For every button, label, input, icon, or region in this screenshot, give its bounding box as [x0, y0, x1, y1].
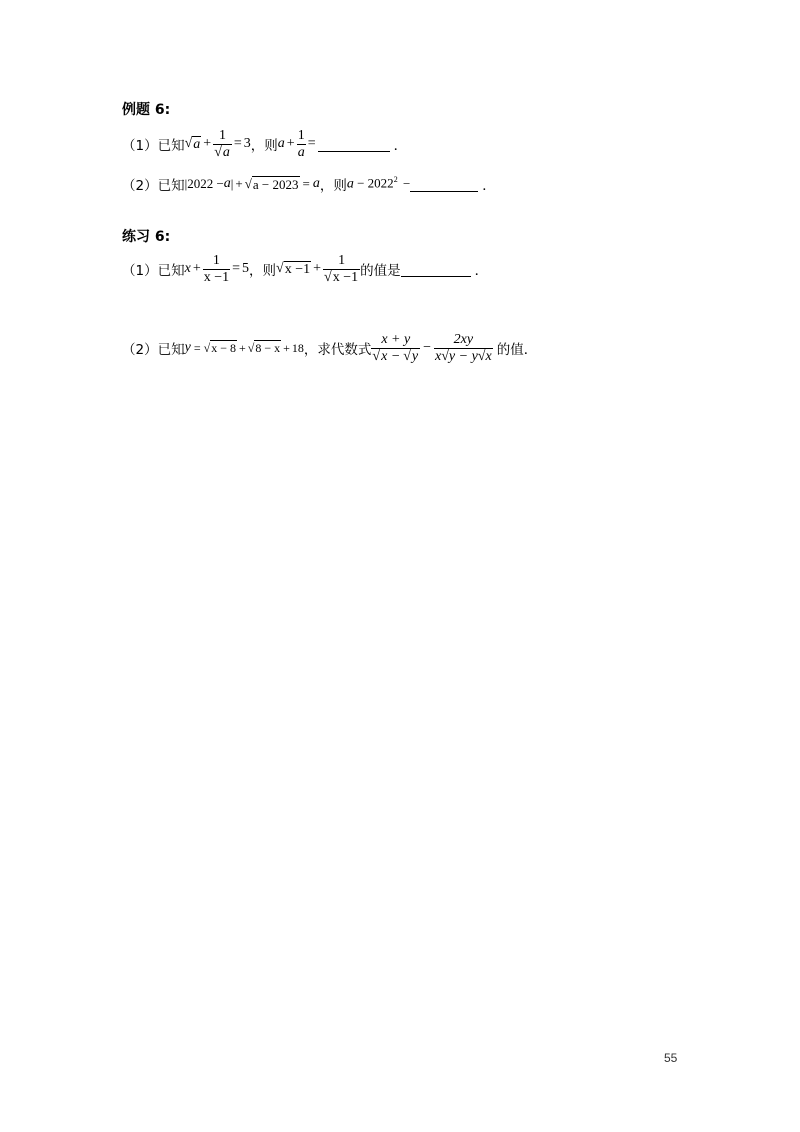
then-text: ，则 [249, 263, 277, 279]
value-is-text: 的值是 [360, 263, 401, 279]
given-text: 已知 [157, 342, 185, 358]
exercise-question-1 [122, 249, 488, 289]
page-number: 55 [664, 1051, 678, 1065]
period: ． [482, 178, 496, 194]
exercise-heading: 练习 6: [122, 229, 171, 245]
answer-blank [401, 262, 471, 277]
given-text: 已知 [157, 263, 185, 279]
formula-a-minus-2022-squared: $a - 2022^2$ − [346, 175, 411, 192]
formula-sqrt-a-plus-recip: √ a + $\frac{1}{√a}$ = 3 [184, 127, 251, 160]
find-expression-text: ，求代数式 [303, 342, 372, 358]
formula-sqrt-plus-recip-sqrt: √ x −1 + $\frac{1}{√x -1}$ [276, 252, 359, 285]
formula-x-plus-recip: x + $\frac{1}{x -1}$ = 5 [184, 252, 250, 285]
period: ． [474, 263, 489, 279]
exercise-question-2 [122, 322, 537, 374]
answer-blank [410, 177, 478, 192]
given-text: 已知 [157, 138, 185, 154]
question-number: （1） [122, 138, 158, 154]
formula-y-definition: y = √ x − 8 + √ 8 − x + 18 [184, 340, 304, 355]
period: ． [393, 138, 408, 154]
example-heading: 例题 6: [122, 102, 171, 118]
question-number: （1） [122, 263, 158, 279]
answer-blank [318, 137, 390, 152]
example-question-2 [122, 172, 496, 196]
then-text: ，则 [319, 178, 347, 194]
given-text: 已知 [157, 178, 185, 194]
formula-abs-plus-sqrt: | 2022 − a | + √ a − 2023 = a [184, 176, 320, 192]
value-text: 的值． [496, 342, 538, 358]
then-text: ，则 [250, 138, 278, 154]
formula-algebraic-expression: $\frac{x + y}{√x - √y}$ − $\frac{2xy}{x√y - y√x}$ [372, 331, 492, 364]
question-number: （2） [122, 178, 158, 194]
example-question-1 [122, 124, 407, 164]
formula-a-plus-recip: a + $\frac{1}{a}$ = [277, 127, 316, 160]
question-number: （2） [122, 342, 158, 358]
